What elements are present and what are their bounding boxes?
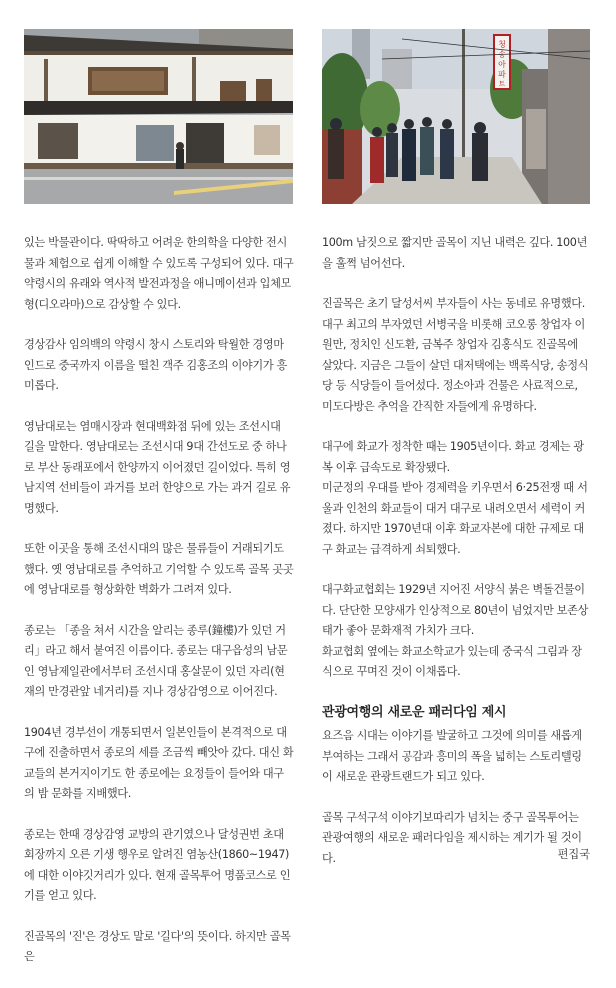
paragraph: 있는 박물관이다. 딱딱하고 어려운 한의학을 다양한 전시물과 체험으로 쉽게 이해할 수 있도록 구성되어 있다. 대구 약령시의 유래와 역사적 발전과정을 애니메이션과 입체모형(디오라마)으로 감상할 수 있다. <box>24 236 294 311</box>
alley-tour-illustration <box>322 29 590 204</box>
paragraph: 100m 남짓으로 짧지만 골목이 지닌 내력은 깊다. 100년을 훌쩍 넘어선다. <box>322 236 588 270</box>
paragraph: 영남대로는 염매시장과 현대백화점 뒤에 있는 조선시대 길을 말한다. 영남대로는 조선시대 9대 간선도로 중 하나로 부산 동래포에서 한양까지 이어졌던 길이었다. 특히 영남지역 선비들이 과거를 보러 한양으로 가는 과거 길로 유명했다. <box>24 419 291 515</box>
paragraph: 진골목은 초기 달성서씨 부자들이 사는 동네로 유명했다. 대구 최고의 부자였던 서병국을 비롯해 코오롱 창업자 이원만, 정치인 신도환, 금복주 창업자 김홍식도 진골목에 살았다. 지금은 그들이 살던 대저택에는 백록식당, 송정식당 등 식당들이 들어섰다. 정소아과 건물은 사료적으로, 미도다방은 추억을 간직한 자들에게 유명하다. <box>322 297 589 413</box>
paragraph: 경상감사 임의백의 약령시 창시 스토리와 탁월한 경영마인드로 중국까지 이름을 떨친 객주 김홍조의 이야기가 흥미롭다. <box>24 338 287 392</box>
museum-building-illustration <box>24 29 293 204</box>
paragraph: 진골목의 '진'은 경상도 말로 '길다'의 뜻이다. 하지만 골목은 <box>24 929 291 963</box>
svg-text:트: 트 <box>498 80 506 88</box>
article-column-left <box>24 233 294 988</box>
paragraph: 요즈음 시대는 이야기를 발굴하고 그것에 의미를 새롭게 부여하는 그래서 공감과 흥미의 폭을 넓히는 스토리텔링이 새로운 관광트랜드가 되고 있다. <box>322 729 582 783</box>
paragraph: 종로는 「종을 쳐서 시간을 알리는 종루(鐘樓)가 있던 거리」라고 해서 붙여진 이름이다. 종로는 대구읍성의 남문인 영남제일관에서부터 조선시대 홍살문이 있던 자리(현재의 만경관앞 네거리)를 지나 경상감영으로 이어진다. <box>24 623 288 698</box>
paragraph: 미군정의 우대를 받아 경제력을 키우면서 6·25전쟁 때 서울과 인천의 화교들이 대거 대구로 내려오면서 세력이 커졌다. 하지만 1970년대 이후 화교자본에 대한 규제로 대구 화교는 급격하게 쇠퇴했다. <box>322 481 588 556</box>
paragraph: 대구에 화교가 정착한 때는 1905년이다. 화교 경제는 광복 이후 급속도로 확장됐다. <box>322 440 584 474</box>
section-heading: 관광여행의 새로운 패러다임 제시 <box>322 704 507 720</box>
svg-text:아: 아 <box>498 60 506 69</box>
paragraph: 대구화교협회는 1929년 지어진 서양식 붉은 벽돌건물이다. 단단한 모양새가 인상적으로 80년이 넘었지만 보존상태가 좋아 문화재적 가치가 크다. <box>322 583 589 637</box>
paragraph: 1904년 경부선이 개통되면서 일본인들이 본격적으로 대구에 진출하면서 종로의 세를 조금씩 빼앗아 갔다. 대신 화교들의 본거지이기도 한 종로에는 요정들이 들어와 대구의 밤 문화를 지배했다. <box>24 725 294 800</box>
museum-building-photo <box>24 29 293 204</box>
alley-tour-photo <box>322 29 590 204</box>
paragraph: 화교협회 옆에는 화교소학교가 있는데 중국식 그림과 장식으로 꾸며진 것이 이채롭다. <box>322 644 582 678</box>
svg-text:파: 파 <box>498 70 506 79</box>
paragraph: 또한 이곳을 통해 조선시대의 많은 물류들이 거래되기도 했다. 옛 영남대로를 추억하고 기억할 수 있도록 골목 곳곳에 영남대로를 형상화한 벽화가 그려져 있다. <box>24 542 294 596</box>
article-column-right <box>322 233 590 889</box>
paragraph: 종로는 한때 경상감영 교방의 관기였으나 달성권번 초대회장까지 오른 기생 행우로 알려진 염농산(1860~1947)에 대한 이야깃거리가 있다. 현재 골목투어 명품코스로 인기를 얻고 있다. <box>24 827 291 902</box>
paragraph: 골목 구석구석 이야기보따리가 넘치는 중구 골목투어는 관광여행의 새로운 패러다임을 제시하는 계기가 될 것이다. <box>322 810 582 865</box>
svg-text:청: 청 <box>498 40 506 49</box>
author-signature: 편집국 <box>557 848 590 861</box>
